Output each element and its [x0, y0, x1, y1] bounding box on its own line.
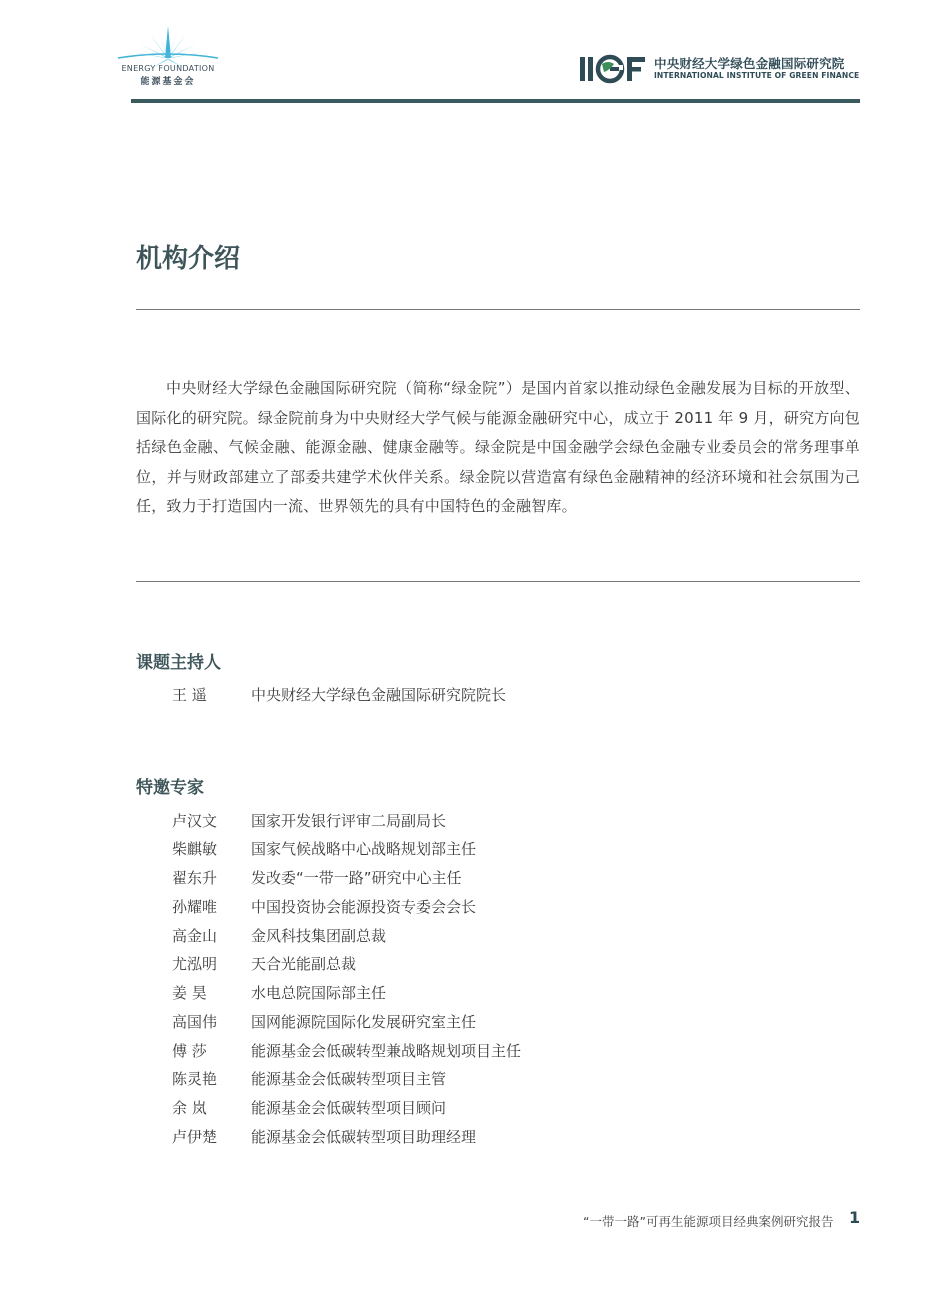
- iigf-name-en: INTERNATIONAL INSTITUTE OF GREEN FINANCE: [654, 71, 860, 80]
- person-role: 水电总院国际部主任: [251, 984, 387, 1002]
- person-role: 能源基金会低碳转型项目主管: [251, 1070, 447, 1088]
- energy-foundation-name-en: ENERGY FOUNDATION: [121, 64, 215, 73]
- person-role: 天合光能副总裁: [251, 955, 357, 973]
- person-role: 国家气候战略中心战略规划部主任: [251, 840, 477, 858]
- page-title: 机构介绍: [136, 244, 241, 274]
- iigf-logo-mark: [580, 54, 648, 84]
- intro-paragraph: 中央财经大学绿色金融国际研究院（简称“绿金院”）是国内首家以推动绿色金融发展为目标的开放型、国际化的研究院。绿金院前身为中央财经大学气候与能源金融研究中心，成立于 2011 年 9 月，研究方向包括绿色金融、气候金融、能源金融、健康金融等。绿金院是中国金融学会绿色金融专业委员会的常务理事单位，并与财政部建立了部委共建学术伙伴关系。绿金院以营造富有绿色金融精神的经济环境和社会氛围为己任，致力于打造国内一流、世界领先的具有中国特色的金融智库。: [136, 379, 860, 515]
- page-number: 1: [849, 1208, 861, 1227]
- person-name: 尤泓明: [172, 955, 218, 973]
- person-role: 发改委“一带一路”研究中心主任: [251, 869, 462, 887]
- person-role: 能源基金会低碳转型项目助理经理: [251, 1128, 477, 1146]
- person-role: 国家开发银行评审二局副局长: [251, 812, 447, 830]
- person-role: 中央财经大学绿色金融国际研究院院长: [251, 686, 507, 704]
- person-name: 王 遥: [172, 686, 207, 704]
- person-role: 金风科技集团副总裁: [251, 927, 387, 945]
- person-role: 能源基金会低碳转型项目顾问: [251, 1099, 447, 1117]
- title-divider: [136, 309, 860, 310]
- experts-heading: 特邀专家: [136, 778, 204, 798]
- intro-divider: [136, 581, 860, 582]
- host-heading: 课题主持人: [136, 653, 221, 673]
- header-rule: [131, 99, 860, 103]
- iigf-name-cn: 中央财经大学绿色金融国际研究院: [654, 56, 845, 71]
- person-name: 高国伟: [172, 1013, 218, 1031]
- person-name: 卢伊楚: [172, 1128, 218, 1146]
- energy-foundation-name-cn: 能源基金会: [140, 77, 196, 87]
- person-name: 翟东升: [172, 869, 218, 887]
- footer-report-title: “一带一路”可再生能源项目经典案例研究报告: [583, 1214, 834, 1229]
- person-role: 国网能源院国际化发展研究室主任: [251, 1013, 477, 1031]
- person-name: 柴麒敏: [172, 840, 218, 858]
- person-name: 余 岚: [172, 1099, 207, 1117]
- person-name: 姜 昊: [172, 984, 207, 1002]
- person-role: 能源基金会低碳转型兼战略规划项目主任: [251, 1042, 522, 1060]
- person-name: 卢汉文: [172, 812, 218, 830]
- person-name: 孙耀唯: [172, 898, 218, 916]
- person-name: 傅 莎: [172, 1042, 207, 1060]
- person-name: 高金山: [172, 927, 218, 945]
- person-name: 陈灵艳: [172, 1070, 218, 1088]
- person-role: 中国投资协会能源投资专委会会长: [251, 898, 477, 916]
